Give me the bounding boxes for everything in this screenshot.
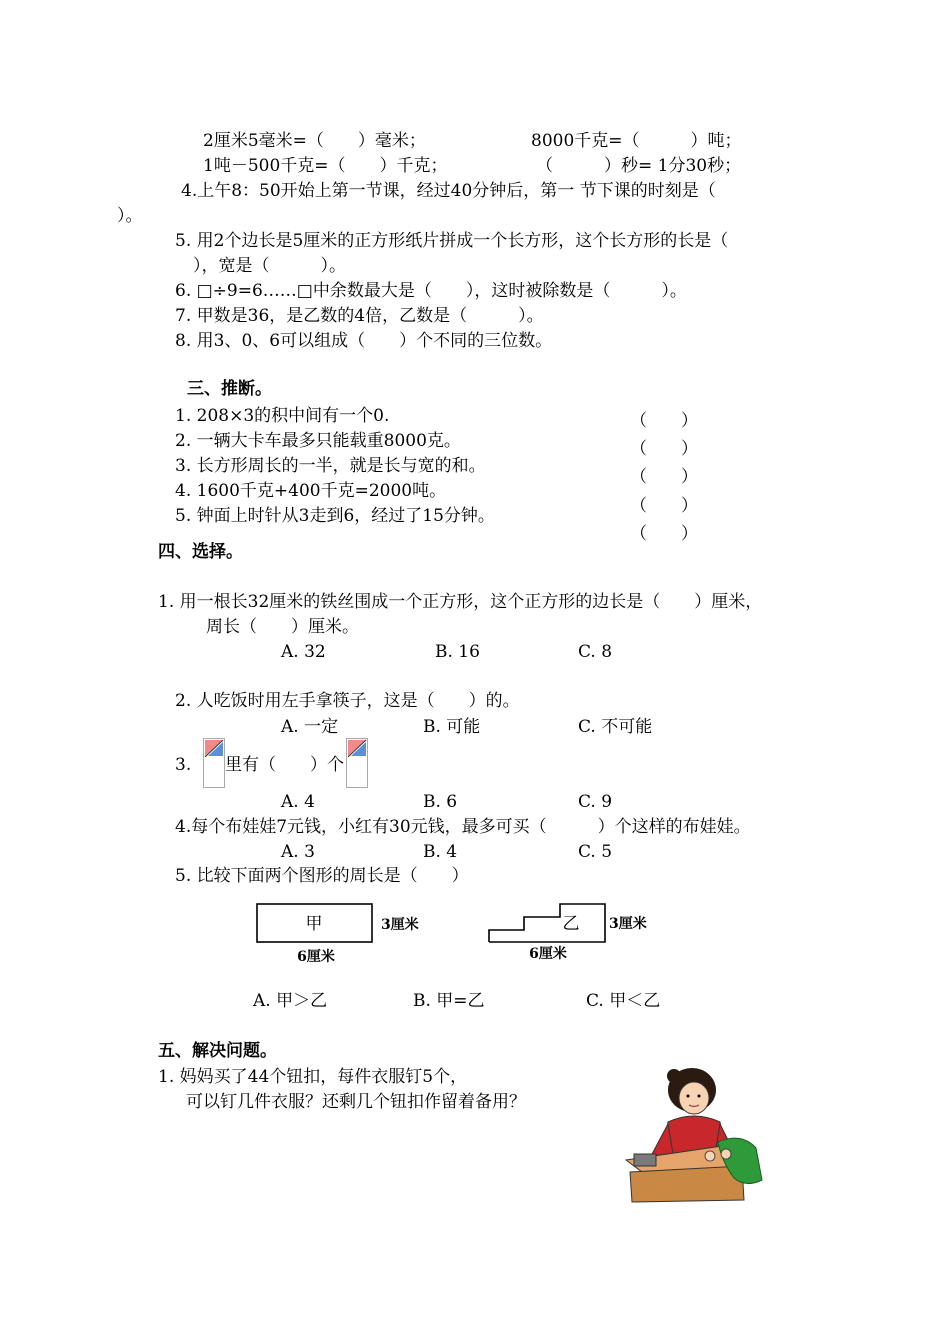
choice-q5: 5. 比较下面两个图形的周长是（ ）: [175, 866, 469, 886]
figure-yi-outline: [489, 904, 605, 942]
figure-jia-height: 3厘米: [381, 917, 419, 933]
fill-q6: 6. □÷9=6……□中余数最大是（ ），这时被除数是（ ）。: [175, 281, 687, 301]
judge-bracket-5[interactable]: （ ）: [630, 524, 698, 544]
fill-q3-ton: 8000千克=（ ）吨；: [531, 131, 742, 151]
fill-q5-line2: ），宽是（ ）。: [193, 256, 346, 276]
fill-q3-kg: 1吨－500千克=（ ）千克；: [203, 156, 448, 176]
solve-q1-line2: 可以钉几件衣服？还剩几个钮扣作留着备用？: [186, 1092, 526, 1112]
fill-q8: 8. 用3、0、6可以组成（ ）个不同的三位数。: [175, 331, 553, 351]
judge-bracket-4[interactable]: （ ）: [630, 496, 698, 516]
judge-bracket-3[interactable]: （ ）: [630, 467, 698, 487]
shape-picture-right: [346, 738, 368, 788]
figure-yi-height: 3厘米: [609, 916, 647, 932]
judge-section-title: 三、推断。: [187, 379, 272, 399]
figure-jia-label: 甲: [305, 914, 323, 934]
figure-yi-label: 乙: [562, 914, 580, 934]
choice-q2-option-c[interactable]: C. 不可能: [578, 717, 653, 737]
fill-q4-line1: 4.上午8：50开始上第一节课，经过40分钟后，第一 节下课的时刻是（: [181, 181, 716, 201]
fill-q7: 7. 甲数是36，是乙数的4倍，乙数是（ ）。: [175, 306, 544, 326]
judge-item-5: 5. 钟面上时针从3走到6，经过了15分钟。: [175, 506, 495, 526]
shape-picture-left: [203, 738, 225, 788]
fill-q3-seconds: （ ）秒= 1分30秒；: [536, 156, 742, 176]
choice-q3-number: 3.: [175, 755, 192, 775]
figure-jia-width: 6厘米: [297, 949, 335, 965]
choice-q1-line2: 周长（ ）厘米。: [206, 617, 359, 637]
judge-item-1: 1. 208×3的积中间有一个0.: [175, 406, 390, 426]
choice-q4-option-b[interactable]: B. 4: [423, 842, 458, 862]
judge-item-4: 4. 1600千克+400千克=2000吨。: [175, 481, 447, 501]
choice-q3-text: 里有（ ）个: [225, 755, 344, 775]
choice-q1-option-c[interactable]: C. 8: [578, 642, 613, 662]
judge-bracket-1[interactable]: （ ）: [630, 411, 698, 431]
judge-item-3: 3. 长方形周长的一半，就是长与宽的和。: [175, 456, 486, 476]
solve-q1-line1: 1. 妈妈买了44个钮扣，每件衣服钉5个，: [158, 1067, 468, 1087]
choice-q4-option-a[interactable]: A. 3: [281, 842, 315, 862]
judge-bracket-2[interactable]: （ ）: [630, 439, 698, 459]
choice-q5-option-a[interactable]: A. 甲＞乙: [253, 991, 328, 1011]
choice-section-title: 四、选择。: [158, 542, 243, 562]
choice-q1-option-b[interactable]: B. 16: [435, 642, 480, 662]
judge-item-2: 2. 一辆大卡车最多只能载重8000克。: [175, 431, 461, 451]
figure-jia: [250, 898, 450, 968]
choice-q2: 2. 人吃饭时用左手拿筷子，这是（ ）的。: [175, 691, 520, 711]
choice-q2-option-a[interactable]: A. 一定: [281, 717, 339, 737]
choice-q5-option-b[interactable]: B. 甲=乙: [413, 991, 485, 1011]
choice-q1-option-a[interactable]: A. 32: [281, 642, 326, 662]
choice-q3-option-b[interactable]: B. 6: [423, 792, 458, 812]
fill-q3-length: 2厘米5毫米=（ ）毫米；: [203, 131, 426, 151]
choice-q4-option-c[interactable]: C. 5: [578, 842, 613, 862]
figure-yi: [482, 896, 702, 966]
woman-sewing-illustration: [622, 1062, 767, 1204]
choice-q2-option-b[interactable]: B. 可能: [423, 717, 481, 737]
fill-q5-line1: 5. 用2个边长是5厘米的正方形纸片拼成一个长方形，这个长方形的长是（: [175, 231, 729, 251]
choice-q1-line1: 1. 用一根长32厘米的铁丝围成一个正方形，这个正方形的边长是（ ）厘米，: [158, 592, 763, 612]
choice-q3-option-c[interactable]: C. 9: [578, 792, 613, 812]
choice-q4: 4.每个布娃娃7元钱，小红有30元钱，最多可买（ ）个这样的布娃娃。: [175, 817, 751, 837]
choice-q3-option-a[interactable]: A. 4: [281, 792, 315, 812]
solve-section-title: 五、解决问题。: [158, 1041, 277, 1061]
figure-yi-width: 6厘米: [529, 946, 567, 962]
choice-q5-option-c[interactable]: C. 甲＜乙: [586, 991, 661, 1011]
fill-q4-line2: ）。: [117, 206, 143, 226]
